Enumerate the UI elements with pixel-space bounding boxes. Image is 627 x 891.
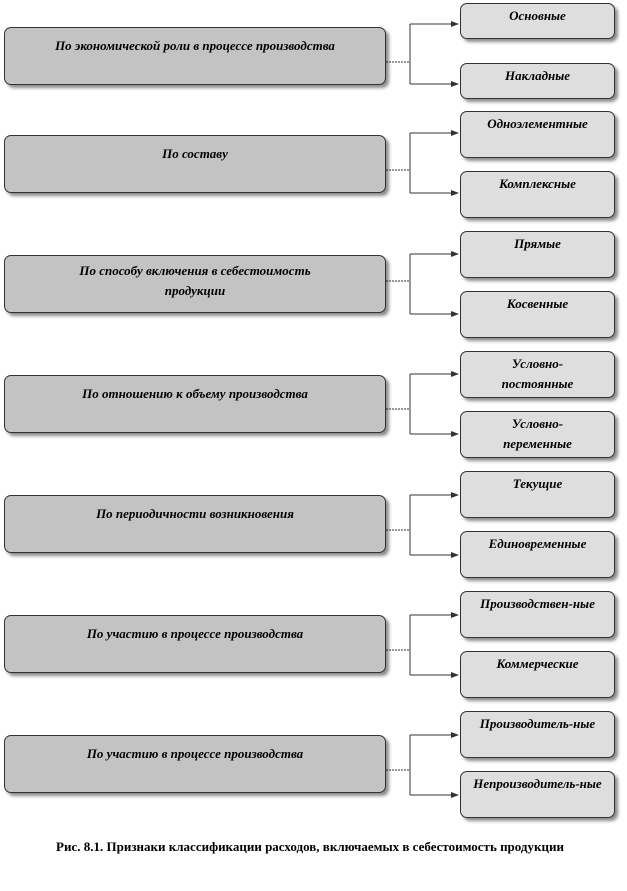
arrowhead-3-1	[451, 431, 459, 437]
subcategory-box-0-0	[460, 3, 615, 39]
subcategory-label-5-0: Производствен-ные	[480, 596, 595, 611]
subcategory-box-6-0	[460, 711, 615, 758]
category-box-3	[4, 375, 386, 433]
arrowhead-5-0	[451, 612, 459, 618]
category-box-2	[4, 255, 386, 313]
category-label-4: По периодичности возникновения	[96, 506, 294, 521]
subcategory-box-4-0	[460, 471, 615, 518]
subcategory-box-0-1	[460, 63, 615, 99]
category-box-5	[4, 615, 386, 673]
category-label-0: По экономической роли в процессе производства	[55, 38, 335, 53]
subcategory-box-1-1	[460, 171, 615, 218]
category-label-5: По участию в процессе производства	[86, 626, 304, 641]
arrowhead-2-1	[451, 311, 459, 317]
subcategory-label-0-1: Накладные	[504, 68, 571, 83]
subcategory-label-0-0: Основные	[509, 8, 566, 23]
subcategory-label-6-0: Производитель-ные	[479, 716, 596, 731]
subcategory-label-3-1: Условно-переменные	[503, 416, 572, 451]
arrowhead-0-1	[451, 81, 459, 87]
subcategory-box-5-0	[460, 591, 615, 638]
arrowhead-1-1	[451, 190, 459, 196]
subcategory-box-6-1	[460, 771, 615, 818]
subcategory-label-3-0: Условно-постоянные	[501, 356, 574, 391]
subcategory-box-2-1	[460, 291, 615, 338]
category-label-1: По составу	[162, 146, 228, 161]
subcategory-label-2-1: Косвенные	[506, 296, 569, 311]
arrowhead-5-1	[451, 672, 459, 678]
subcategory-box-3-0	[460, 351, 615, 398]
subcategory-label-5-1: Коммерческие	[496, 656, 579, 671]
subcategory-label-1-0: Одноэлементные	[487, 116, 588, 131]
subcategory-box-3-1	[460, 411, 615, 458]
arrowhead-0-0	[451, 21, 459, 27]
category-box-4	[4, 495, 386, 553]
arrowhead-2-0	[451, 251, 459, 257]
arrowhead-6-1	[451, 792, 459, 798]
arrowhead-4-0	[451, 492, 459, 498]
subcategory-box-2-0	[460, 231, 615, 278]
subcategory-box-5-1	[460, 651, 615, 698]
subcategory-label-2-0: Прямые	[514, 236, 561, 251]
figure-caption: Рис. 8.1. Признаки классификации расходов, включаемых в себестоимость продукции	[56, 839, 564, 854]
category-box-0	[4, 27, 386, 85]
category-box-1	[4, 135, 386, 193]
arrowhead-1-0	[451, 130, 459, 136]
subcategory-label-6-1: Непроизводитель-ные	[473, 776, 602, 791]
category-label-6: По участию в процессе производства	[86, 746, 304, 761]
arrowhead-6-0	[451, 732, 459, 738]
arrowhead-3-0	[451, 371, 459, 377]
arrowhead-4-1	[451, 552, 459, 558]
subcategory-label-4-1: Единовременные	[488, 536, 587, 551]
subcategory-label-4-0: Текущие	[512, 476, 563, 491]
subcategory-label-1-1: Комплексные	[499, 176, 576, 191]
subcategory-box-1-0	[460, 111, 615, 158]
category-label-3: По отношению к объему производства	[82, 386, 308, 401]
category-label-2: По способу включения в себестоимость продукции	[79, 263, 311, 298]
subcategory-box-4-1	[460, 531, 615, 578]
category-box-6	[4, 735, 386, 793]
